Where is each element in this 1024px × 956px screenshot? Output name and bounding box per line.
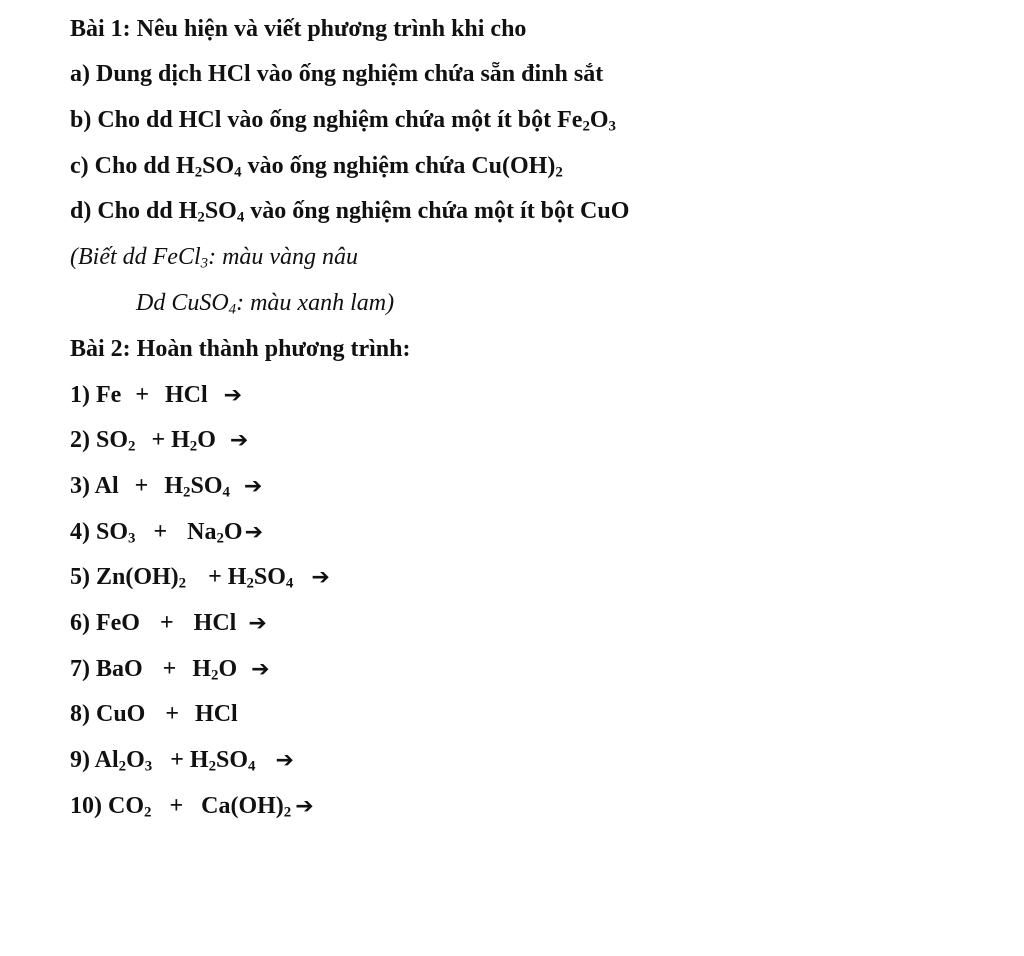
exercise-1-title-text: Bài 1: Nêu hiện và viết phương trình khi cho bbox=[70, 16, 527, 42]
reactant-1: 2) SO bbox=[70, 427, 129, 453]
plus-sign: + bbox=[134, 473, 149, 499]
equation-1 bbox=[70, 380, 242, 411]
exercise-1-title bbox=[70, 14, 526, 44]
subscript: 2 bbox=[216, 530, 224, 547]
arrow-right-icon: ➔ bbox=[229, 428, 249, 453]
reactant-2: SO bbox=[253, 564, 286, 590]
subscript: 2 bbox=[144, 804, 152, 821]
subscript: 2 bbox=[555, 164, 563, 181]
note-2-text: Dd CuSO bbox=[136, 290, 229, 316]
plus-sign: + bbox=[135, 382, 149, 408]
reactant-2-part: SO bbox=[190, 473, 223, 499]
arrow-right-icon: ➔ bbox=[311, 565, 330, 590]
arrow-right-icon: ➔ bbox=[243, 474, 263, 499]
note-fecl3 bbox=[70, 242, 358, 272]
equation-6 bbox=[70, 608, 267, 639]
reactant-1: 1) Fe bbox=[70, 382, 122, 408]
arrow-right-icon: ➔ bbox=[248, 611, 267, 636]
subscript: 3 bbox=[608, 118, 616, 135]
reactant-2-part: O bbox=[218, 656, 238, 682]
reactant-2: HCl bbox=[193, 610, 237, 636]
subscript: 2 bbox=[246, 575, 254, 592]
equation-9 bbox=[70, 745, 294, 776]
arrow-right-icon: ➔ bbox=[295, 794, 314, 819]
subscript: 4 bbox=[285, 575, 294, 592]
subscript: 4 bbox=[234, 164, 242, 181]
reactant-2: Ca(OH) bbox=[201, 793, 284, 819]
equation-10 bbox=[70, 791, 314, 822]
plus-sign: + bbox=[165, 701, 180, 727]
subscript: 2 bbox=[189, 438, 198, 455]
subscript: 2 bbox=[194, 164, 203, 181]
arrow-right-icon: ➔ bbox=[244, 520, 264, 545]
subscript: 4 bbox=[228, 301, 237, 318]
note-2-text-2: : màu xanh lam) bbox=[236, 290, 395, 316]
exercise-2-title bbox=[70, 334, 410, 364]
reactant-2: SO bbox=[216, 747, 249, 773]
reactant-1: 9) Al bbox=[70, 747, 119, 773]
subscript: 3 bbox=[200, 255, 209, 272]
equation-5 bbox=[70, 562, 330, 593]
item-c-text-3: vào ống nghiệm chứa Cu(OH) bbox=[241, 153, 556, 179]
plus-sign: + bbox=[153, 519, 168, 545]
subscript: 2 bbox=[283, 804, 292, 821]
item-c-text: c) Cho dd H bbox=[70, 153, 195, 179]
subscript: 2 bbox=[118, 758, 127, 775]
arrow-right-icon: ➔ bbox=[275, 748, 294, 773]
reactant-1: 10) CO bbox=[70, 793, 144, 819]
reactant-2-part: O bbox=[223, 519, 243, 545]
reactant-2: HCl bbox=[165, 382, 208, 408]
equation-2 bbox=[70, 425, 248, 456]
item-d-text-2: SO bbox=[204, 198, 237, 224]
item-b-text-2: O bbox=[589, 107, 609, 133]
exercise-1-item-a bbox=[70, 59, 603, 89]
subscript: 2 bbox=[183, 484, 191, 501]
exercise-1-item-d bbox=[70, 196, 629, 226]
item-c-text-2: SO bbox=[202, 153, 235, 179]
note-cuso4 bbox=[136, 288, 394, 318]
plus-sign: + bbox=[159, 610, 174, 636]
subscript: 4 bbox=[222, 484, 230, 501]
item-d-text: d) Cho dd H bbox=[70, 198, 198, 224]
plus-sign: + bbox=[169, 793, 184, 819]
subscript: 2 bbox=[128, 438, 136, 455]
reactant-2: H bbox=[164, 473, 184, 499]
subscript: 2 bbox=[582, 118, 590, 135]
reactant-1-part: O bbox=[126, 747, 145, 773]
reactant-1: 5) Zn(OH) bbox=[70, 564, 179, 590]
item-d-text-3: vào ống nghiệm chứa một ít bột CuO bbox=[244, 198, 630, 224]
equation-3 bbox=[70, 471, 262, 502]
exercise-2-title-text: Bài 2: Hoàn thành phương trình: bbox=[70, 336, 411, 362]
reactant-1: 8) CuO bbox=[70, 701, 146, 727]
reactant-1: 4) SO bbox=[70, 519, 129, 545]
plus-sign: + H bbox=[151, 427, 190, 453]
subscript: 4 bbox=[248, 758, 256, 775]
equation-7 bbox=[70, 654, 270, 685]
plus-sign: + H bbox=[170, 747, 209, 773]
arrow-right-icon: ➔ bbox=[223, 383, 243, 408]
equation-4 bbox=[70, 517, 263, 548]
arrow-right-icon: ➔ bbox=[251, 657, 270, 682]
subscript: 4 bbox=[236, 209, 245, 226]
reactant-1: 6) FeO bbox=[70, 610, 140, 636]
reactant-1: 3) Al bbox=[70, 473, 119, 499]
plus-sign: + H bbox=[208, 564, 247, 590]
note-1-text-2: : màu vàng nâu bbox=[208, 244, 359, 270]
item-a-text: a) Dung dịch HCl vào ống nghiệm chứa sẵn đinh sắt bbox=[70, 61, 604, 87]
note-1-text: (Biết dd FeCl bbox=[70, 244, 201, 270]
reactant-2: H bbox=[192, 656, 212, 682]
reactant-2: O bbox=[197, 427, 216, 453]
subscript: 3 bbox=[128, 530, 136, 547]
equation-8 bbox=[70, 699, 238, 729]
exercise-1-item-c bbox=[70, 151, 563, 181]
subscript: 2 bbox=[197, 209, 205, 226]
reactant-2: HCl bbox=[195, 701, 238, 727]
reactant-2: Na bbox=[187, 519, 217, 545]
exercise-1-item-b bbox=[70, 105, 616, 135]
subscript: 2 bbox=[178, 575, 187, 592]
subscript: 2 bbox=[208, 758, 216, 775]
subscript: 3 bbox=[144, 758, 153, 775]
reactant-1: 7) BaO bbox=[70, 656, 143, 682]
plus-sign: + bbox=[162, 656, 177, 682]
subscript: 2 bbox=[211, 667, 219, 684]
item-b-text: b) Cho dd HCl vào ống nghiệm chứa một ít bột Fe bbox=[70, 107, 583, 133]
